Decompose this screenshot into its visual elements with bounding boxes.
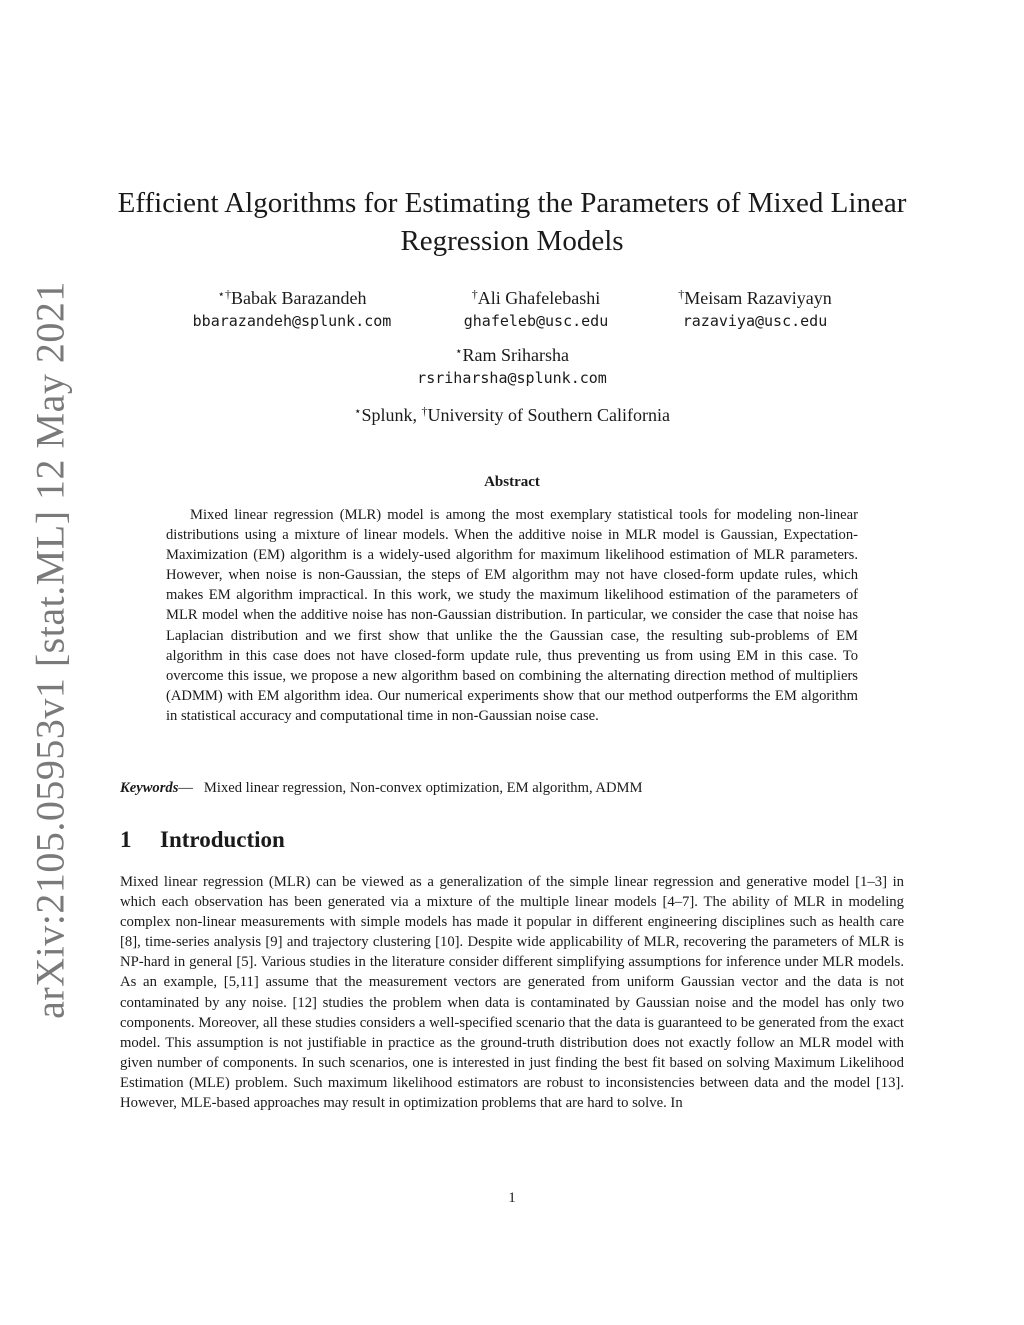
author-email: bbarazandeh@splunk.com (192, 312, 392, 330)
author-email: ghafeleb@usc.edu (463, 312, 609, 330)
affiliation-name: Splunk, (361, 405, 422, 425)
affiliation-mark: ⋆ (354, 404, 362, 418)
paper-title: Efficient Algorithms for Estimating the Parameters of Mixed Linear Regression Models (117, 187, 907, 257)
affiliations (212, 404, 812, 426)
keywords-label: Keywords (120, 780, 179, 796)
arxiv-identifier: arXiv:2105.05953v1 [stat.ML] 12 May 2021 (27, 281, 73, 1019)
introduction-text: Mixed linear regression (MLR) can be viewed as a generalization of the simple linear regression and generative model [1–3] in which each observation has been generated via a mixture of the multiple linear models [4–7]. The ability of MLR in modeling complex non-linear measurements with simple models has made it popular in different engineering disciplines such as health care [8], time-series analysis [9] and trajectory clustering [10]. Despite wide applicability of MLR, recovering the parameters of MLR is NP-hard in general [5]. Various studies in the literature consider different simplifying assumptions for inference under MLR models. As an example, [5,11] assume that the measurement vectors are generated from uniform Gaussian vector and the data is not contaminated by any noise. [12] studies the problem when data is contaminated by Gaussian noise and the model has only two components. Moreover, all these studies considers a well-specified scenario that the data is guaranteed to be generated from the exact model. This assumption is not justifiable in practice as the ground-truth distribution does not exactly follow an MLR model with given number of components. In such scenarios, one is interested in just finding the best fit based on solving Maximum Likelihood Estimation (MLE) problem. Such maximum likelihood estimators are robust to inconsistencies between data and the model [13]. However, MLE-based approaches may result in optimization problems that are hard to solve. In (120, 874, 904, 1112)
abstract-text: Mixed linear regression (MLR) model is among the most exemplary statistical tools for modeling non-linear distributions using a mixture of linear models. When the additive noise in MLR model is Gaussian, Expectation-Maximization (EM) algorithm is a widely-used algorithm for maximum likelihood estimation of MLR parameters. However, when noise is non-Gaussian, the steps of EM algorithm may not have closed-form update rules, which makes EM algorithm impractical. In this work, we study the maximum likelihood estimation of the parameters of MLR model when the additive noise has non-Gaussian distribution. In particular, we consider the case that noise has Laplacian distribution and we first show that unlike the the Gaussian case, the resulting sub-problems of EM algorithm in this case does not have closed-form update rule, thus preventing us from using EM in this case. To overcome this issue, we propose a new algorithm based on combining the alternating direction method of multipliers (ADMM) with EM algorithm idea. Our numerical experiments show that our method outperforms the EM algorithm in statistical accuracy and computational time in non-Gaussian noise case. (166, 507, 858, 724)
section-heading (120, 827, 285, 853)
author-email: razaviya@usc.edu (682, 312, 828, 330)
author-email: rsriharsha@splunk.com (417, 369, 607, 387)
affiliation-mark: † (471, 287, 478, 301)
keywords-text: Mixed linear regression, Non-convex optimization, EM algorithm, ADMM (203, 780, 643, 796)
keywords-dash: — (178, 780, 193, 796)
affiliation-name: University of Southern California (427, 405, 670, 425)
affiliation-mark: † (421, 404, 428, 418)
section-number: 1 (120, 827, 132, 852)
author-4 (382, 340, 642, 390)
abstract-heading: Abstract (484, 474, 540, 490)
affiliation-mark: ⋆ (455, 344, 463, 358)
author-name: †Ali Ghafelebashi (471, 287, 601, 308)
section-title: Introduction (160, 827, 285, 852)
author-name: ⋆†Babak Barazandeh (217, 287, 367, 308)
author-name: †Meisam Razaviyayn (678, 287, 832, 308)
author-3 (625, 283, 885, 333)
affiliation-mark: † (678, 287, 685, 301)
affiliation-mark: ⋆† (217, 287, 232, 301)
page-number: 1 (508, 1190, 516, 1206)
author-1 (162, 283, 422, 333)
author-name: ⋆Ram Sriharsha (455, 344, 569, 365)
keywords (120, 780, 904, 797)
